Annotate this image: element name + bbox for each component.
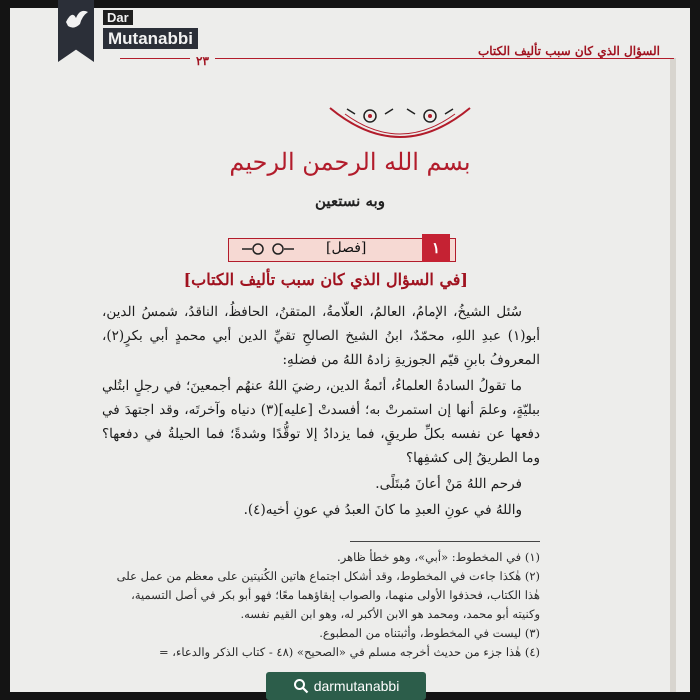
section-heading: [في السؤال الذي كان سبب تأليف الكتاب] [183,270,468,289]
footnote [102,548,540,567]
section-label: [فصل] [326,240,367,256]
bird-icon [58,0,94,40]
footnote [102,567,540,624]
search-badge-label: darmutanabbi [313,678,400,694]
section-number: ١ [422,234,450,262]
footnote-text: هٰذا جزء من حديث أخرجه مسلم في «الصحيح» (٤٨ - كتاب الذكر والدعاء، = [159,645,522,659]
search-badge[interactable] [266,672,426,700]
footnote-text: ليست في المخطوط، وأثبتناه من المطبوع. [319,626,522,640]
brand-wordmark [103,10,198,49]
paragraph: واللهُ في عونِ العبدِ ما كانَ العبدُ في عونِ أخيه(٤). [243,502,522,518]
footnote-text: في المخطوط: «أبي»، وهو خطأ ظاهر. [337,550,522,564]
brand-name: Mutanabbi [103,28,198,49]
body-text [102,300,540,524]
footnote-number: (١) [524,550,540,564]
footnote-text: هٰكذا جاءت في المخطوط، وقد أشكل اجتماع هاتين الكُنيتين على معظم من عمل على هٰذا الكتاب، فحذفوا الأولى منهما، والصواب إبقاؤهما معًا؛ فهو أبو بكر في أصل التسمية، وكنيته أبو محمد، ومحمد هو الابن الأكبر له، وهو ابن القيم نفسه. [116,569,540,621]
footnote-rule [350,541,540,542]
brand-logo [0,0,193,70]
running-header: السؤال الذي كان سبب تأليف الكتاب [477,44,660,58]
floral-ornament [325,96,475,154]
footnotes [102,548,540,662]
subtitle: وبه نستعين [315,192,385,210]
footnote-number: (٢) [524,569,540,583]
footnote-number: (٤) [524,645,540,659]
footnote [102,624,540,643]
paragraph: ما تقولُ السادةُ العلماءُ، أئمةُ الدين، رضيَ اللهُ عنهُم أجمعينَ؛ في رجلٍ ابتُلي ببليّةٍ، وعلمَ أنها إن استمرتْ به؛ أفسدتْ [عليه](٣) دنياه وآخرتَه، وقد اجتهدَ في دفعها عن نفسه بكلِّ طريقٍ، فما يزدادُ إلا توقُّدًا وشدةً؛ فما الحيلةُ في دفعها؟ وما الطريقُ إلى كشفِها؟ [102,378,540,466]
brand-prefix: Dar [103,10,133,25]
section-ornament [238,236,298,262]
search-icon [293,678,309,694]
paragraph: فرحم اللهُ مَنْ أعانَ مُبتَلًى. [375,476,522,492]
footnote-number: (٣) [524,626,540,640]
ribbon-bookmark [58,0,94,62]
footnote [102,643,540,662]
book-page [10,8,690,692]
page-number: ٢٣ [190,54,215,68]
basmala: بسم الله الرحمن الرحيم [229,148,471,176]
paragraph: سُئل الشيخُ، الإمامُ، العالمُ، العلّامةُ، المتقنُ، الحافظُ، الناقدُ، شمسُ الدين، أبو(١) عبدِ اللهِ، محمّدٌ، ابنُ الشيخ الصالحِ تقيِّ الدين أبي محمدٍ أبي بكرٍ(٢)، المعروفُ بابنِ قيّم الجوزيةِ زادهُ اللهُ من فضلهِ: [102,304,540,368]
